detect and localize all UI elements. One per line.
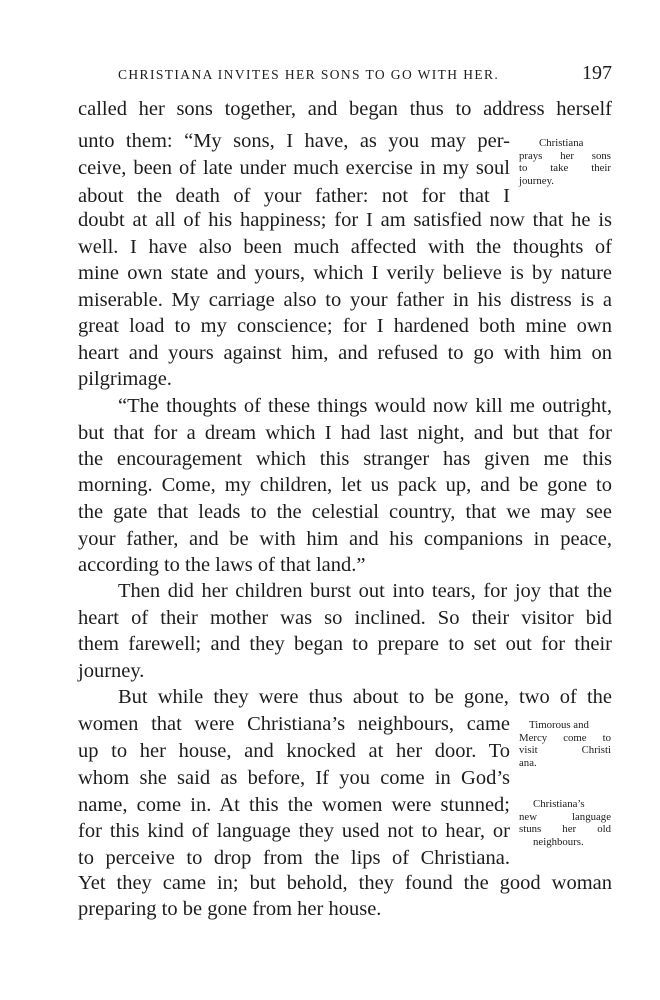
- margin-note-line: Mercy come to: [519, 731, 611, 744]
- body-line: the gate that leads to the celestial country, that we may see: [78, 501, 612, 523]
- body-line: whom she said as before, If you come in God’s: [78, 767, 510, 789]
- running-title: CHRISTIANA INVITES HER SONS TO GO WITH HER.: [118, 67, 500, 82]
- body-line: well. I have also been much affected with the thoughts of: [78, 236, 612, 258]
- margin-note-line: journey.: [519, 174, 554, 187]
- margin-note-line: Christiana: [539, 137, 584, 149]
- margin-note-line: new language: [519, 810, 611, 823]
- margin-note-line: stuns her old: [519, 823, 611, 835]
- margin-note-line: Christiana’s: [533, 798, 585, 810]
- margin-note-line: Timorous and: [529, 719, 589, 731]
- body-line: according to the laws of that land.”: [78, 554, 366, 576]
- body-line: doubt at all of his happiness; for I am satisfied now that he is: [78, 209, 612, 231]
- body-line: unto them: “My sons, I have, as you may per-: [78, 130, 510, 152]
- body-line: your father, and be with him and his companions in peace,: [78, 528, 612, 550]
- body-line: “The thoughts of these things would now kill me outright,: [118, 395, 612, 417]
- margin-note-line: prays her sons: [519, 149, 611, 162]
- body-line: Yet they came in; but behold, they found the good woman: [78, 872, 612, 894]
- margin-note-line: ana.: [519, 756, 537, 769]
- body-line: ceive, been of late under much exercise in my soul: [78, 157, 510, 179]
- margin-note-new-language: [519, 798, 611, 848]
- body-line: But while they were thus about to be gone, two of the: [118, 686, 612, 708]
- body-line: about the death of your father: not for that I: [78, 185, 510, 207]
- body-line: Then did her children burst out into tears, for joy that the: [118, 580, 612, 602]
- body-line: mine own state and yours, which I verily believe is by nature: [78, 262, 612, 284]
- margin-note-timorous-and-mercy: [519, 719, 611, 769]
- body-line: morning. Come, my children, let us pack up, and be gone to: [78, 474, 612, 496]
- body-line: called her sons together, and began thus to address herself: [78, 98, 612, 120]
- margin-note-christiana-prays: [519, 137, 611, 187]
- page-number: 197: [582, 62, 612, 84]
- body-line: heart of their mother was so inclined. So their visitor bid: [78, 607, 612, 629]
- running-header: [118, 62, 612, 85]
- margin-note-line: neighbours.: [533, 835, 584, 848]
- body-line: for this kind of language they used not to hear, or: [78, 820, 510, 842]
- body-line: to perceive to drop from the lips of Christiana.: [78, 847, 510, 869]
- margin-note-line: visit Christi: [519, 744, 611, 756]
- body-line: women that were Christiana’s neighbours, came: [78, 713, 510, 735]
- body-line: the encouragement which this stranger has given me this: [78, 448, 612, 470]
- body-line: but that for a dream which I had last night, and but that for: [78, 422, 612, 444]
- margin-note-line: to take their: [519, 162, 611, 174]
- body-line: heart and yours against him, and refused to go with him on: [78, 342, 612, 364]
- body-line: them farewell; and they began to prepare to set out for their: [78, 633, 612, 655]
- body-line: up to her house, and knocked at her door. To: [78, 740, 510, 762]
- body-line: great load to my conscience; for I hardened both mine own: [78, 315, 612, 337]
- body-line: miserable. My carriage also to your father in his distress is a: [78, 289, 612, 311]
- body-line: preparing to be gone from her house.: [78, 898, 382, 920]
- body-line: pilgrimage.: [78, 368, 172, 390]
- body-line: journey.: [78, 660, 145, 682]
- body-line: name, come in. At this the women were stunned;: [78, 794, 510, 816]
